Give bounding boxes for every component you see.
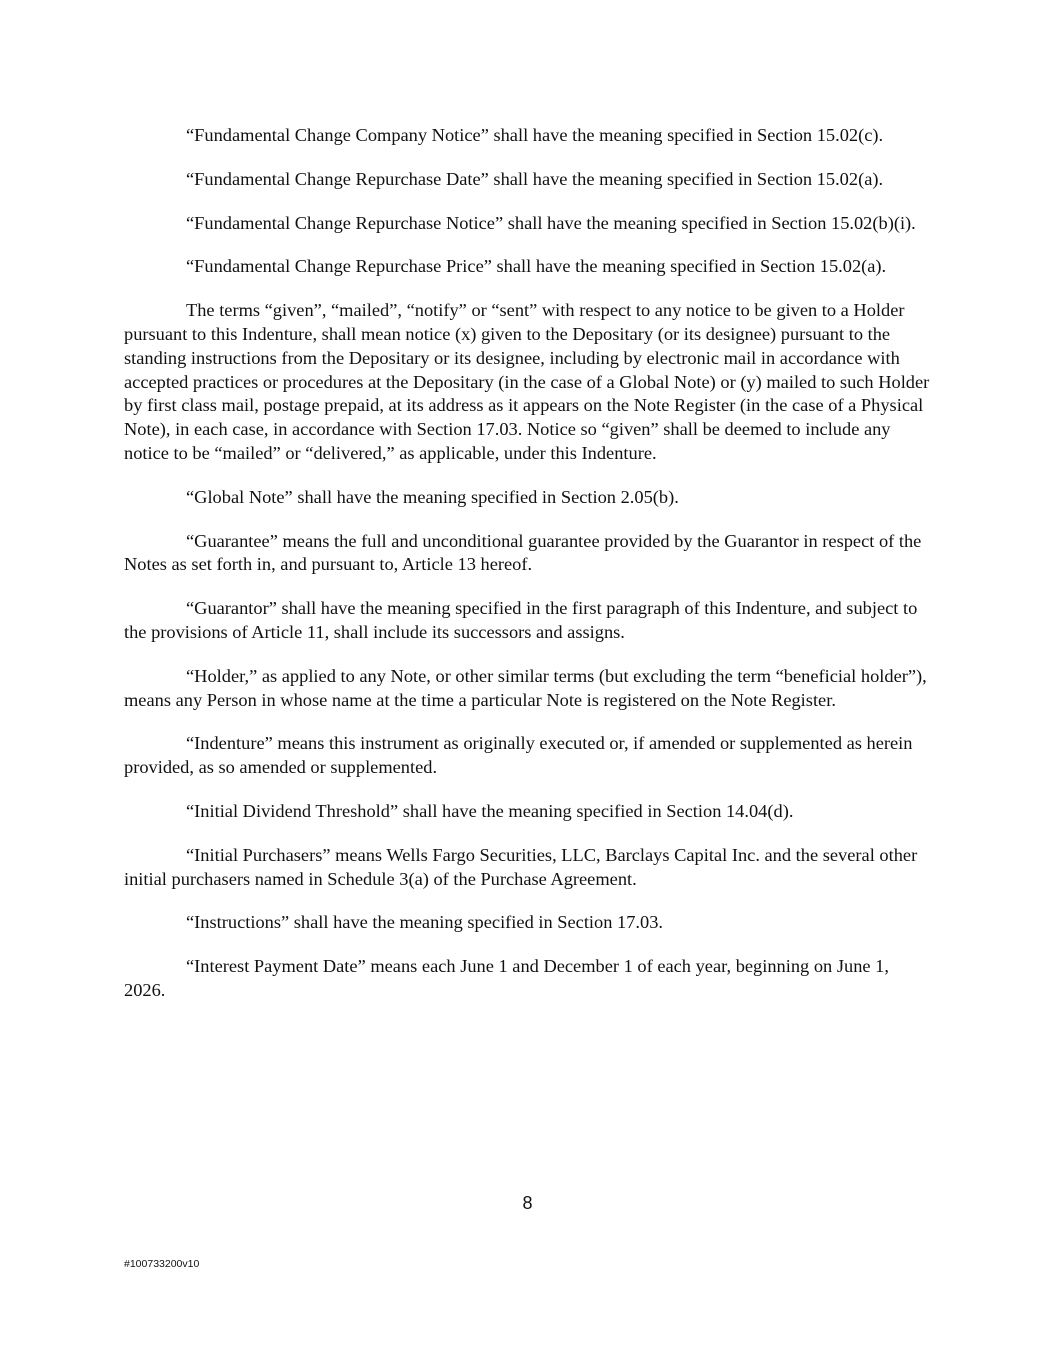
definition-interest-payment-date: “Interest Payment Date” means each June 1 and December 1 of each year, beginning on June 1, 2026. xyxy=(124,956,889,1000)
document-id: #100733200v10 xyxy=(124,1258,200,1270)
definitions-section xyxy=(124,124,932,1023)
definition-holder: “Holder,” as applied to any Note, or other similar terms (but excluding the term “beneficial holder”), means any Person in whose name at the time a particular Note is registered on the Note Register. xyxy=(124,665,927,710)
definition-instructions: “Instructions” shall have the meaning specified in Section 17.03. xyxy=(186,912,664,933)
definition-guarantor: “Guarantor” shall have the meaning specified in the first paragraph of this Indenture, and subject to the provisions of Article 11, shall include its successors and assigns. xyxy=(124,598,918,642)
definition-fundamental-change-repurchase-date: “Fundamental Change Repurchase Date” shall have the meaning specified in Section 15.02(a). xyxy=(186,168,884,189)
definition-fundamental-change-company-notice: “Fundamental Change Company Notice” shall have the meaning specified in Section 15.02(c). xyxy=(186,125,884,145)
definition-fundamental-change-repurchase-price: “Fundamental Change Repurchase Price” shall have the meaning specified in Section 15.02(a). xyxy=(186,256,887,277)
definition-indenture: “Indenture” means this instrument as originally executed or, if amended or supplemented as herein provided, as so amended or supplemented. xyxy=(124,733,913,778)
definition-initial-dividend-threshold: “Initial Dividend Threshold” shall have the meaning specified in Section 14.04(d). xyxy=(186,800,794,821)
definition-global-note: “Global Note” shall have the meaning specified in Section 2.05(b). xyxy=(186,486,679,507)
definition-guarantee: “Guarantee” means the full and unconditional guarantee provided by the Guarantor in respect of the Notes as set forth in, and pursuant to, Article 13 hereof. xyxy=(124,530,922,575)
definition-initial-purchasers: “Initial Purchasers” means Wells Fargo Securities, LLC, Barclays Capital Inc. and the several other initial purchasers named in Schedule 3(a) of the Purchase Agreement. xyxy=(124,844,918,889)
definition-fundamental-change-repurchase-notice: “Fundamental Change Repurchase Notice” shall have the meaning specified in Section 15.02(b)(i). xyxy=(186,212,916,233)
page-number: 8 xyxy=(522,1193,533,1213)
definition-given-mailed-notify-sent: The terms “given”, “mailed”, “notify” or “sent” with respect to any notice to be given to a Holder pursuant to this Indenture, shall mean notice (x) given to the Depositary (or its designee) pursuant to the standing instructions from the Depositary or its designee, including by electronic mail in accordance with accepted practices or procedures at the Depositary (in the case of a Global Note) or (y) mailed to such Holder by first class mail, postage prepaid, at its address as it appears on the Note Register (in the case of a Physical Note), in each case, in accordance with Section 17.03. Notice so “given” shall be deemed to include any notice to be “mailed” or “delivered,” as applicable, under this Indenture. xyxy=(124,300,930,463)
